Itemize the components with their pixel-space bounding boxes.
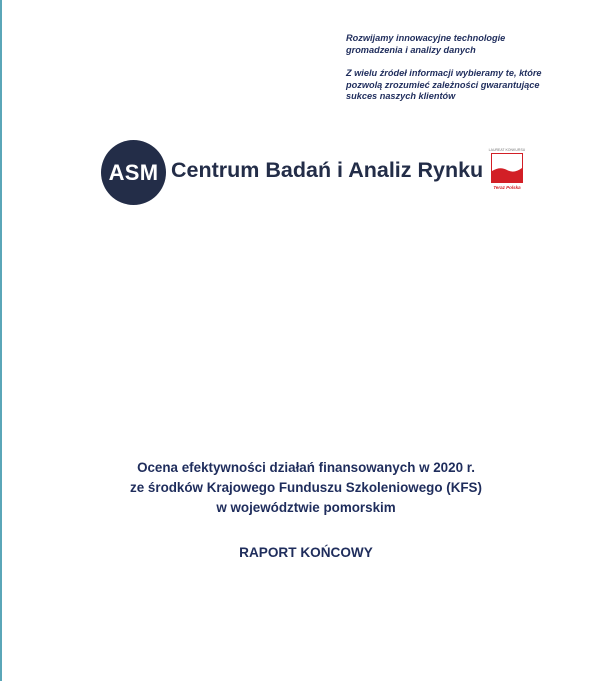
report-title-line-1: Ocena efektywności działań finansowanych w 2020 r. (137, 460, 475, 475)
award-top-text: LAUREAT KONKURSU (488, 148, 526, 152)
asm-logo-abbr: ASM (108, 159, 159, 185)
tagline-line-5: sukces naszych klientów (346, 91, 456, 101)
award-emblem (491, 153, 523, 183)
tagline-line-2: gromadzenia i analizy danych (346, 44, 476, 55)
award-bottom-text: Teraz Polska (493, 185, 521, 190)
tagline-line-3: Z wielu źródeł informacji wybieramy te, które (346, 68, 542, 78)
tagline-line-4: pozwolą zrozumieć zależności gwarantujące (346, 79, 540, 90)
company-name: Centrum Badań i Analiz Rynku (171, 158, 484, 182)
tagline-line-1: Rozwijamy innowacyjne technologie (346, 33, 506, 43)
asm-logo-circle (101, 140, 166, 205)
report-title-line-2: ze środków Krajowego Funduszu Szkoleniowego (KFS) (130, 480, 482, 495)
page-edge-line (0, 0, 2, 681)
award-flag-icon (492, 154, 522, 182)
report-type-label: RAPORT KOŃCOWY (239, 545, 373, 560)
company-tagline (346, 33, 596, 103)
teraz-polska-award-logo (487, 148, 527, 196)
report-title-line-3: w województwie pomorskim (216, 500, 396, 515)
report-title (60, 458, 552, 518)
